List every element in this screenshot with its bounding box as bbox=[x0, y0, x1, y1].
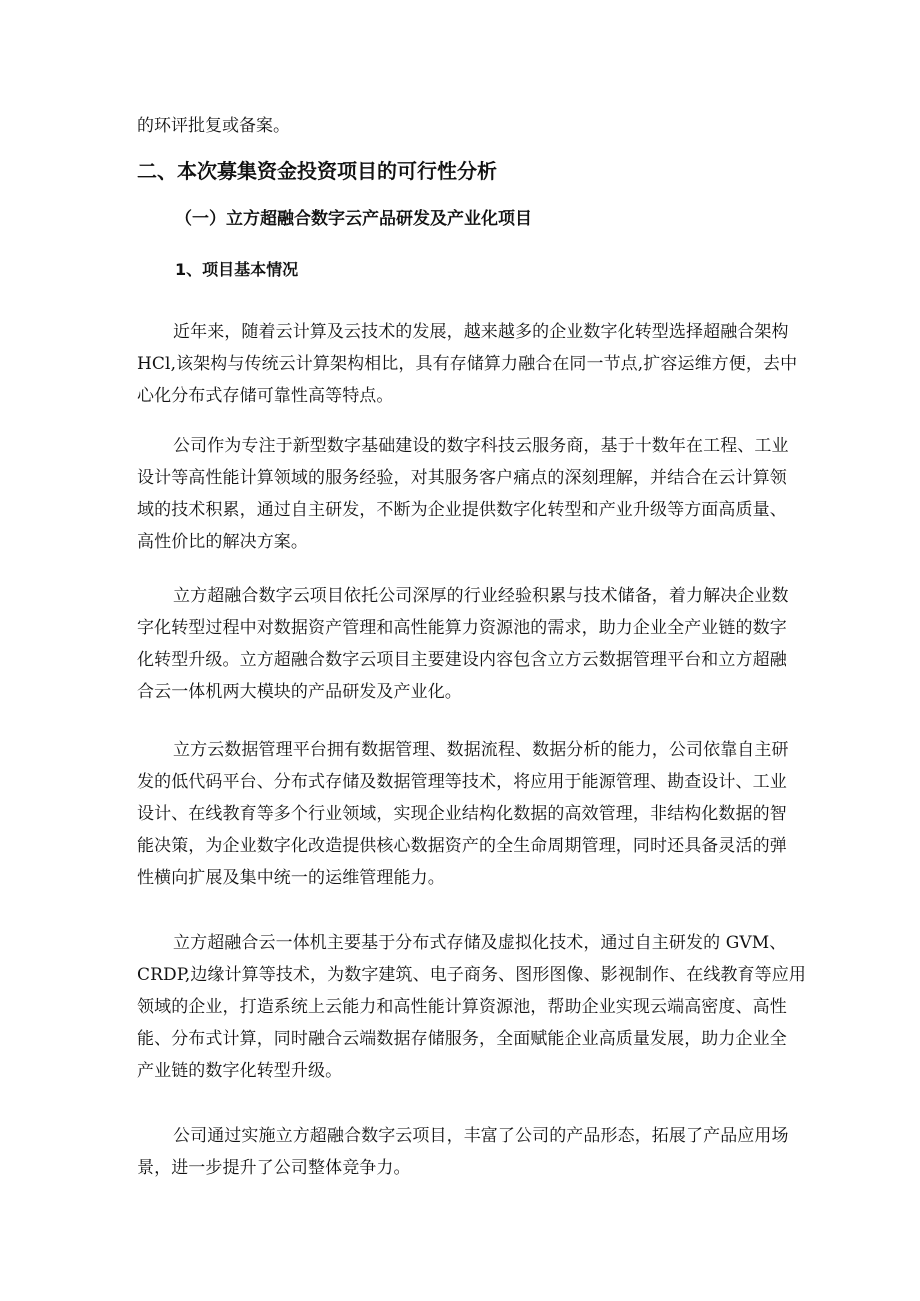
paragraph-5 bbox=[137, 927, 806, 1087]
text-line: 设计等高性能计算领域的服务经验，对其服务客户痛点的深刻理解，并结合在云计算领 bbox=[137, 468, 787, 488]
text-line: 领域的企业，打造系统上云能力和高性能计算资源池，帮助企业实现云端高密度、高性 bbox=[137, 997, 787, 1017]
text-line: 能决策，为企业数字化改造提供核心数据资产的全生命周期管理，同时还具备灵活的弹 bbox=[137, 836, 787, 856]
subsection-heading: （一）立方超融合数字云产品研发及产业化项目 bbox=[175, 209, 532, 229]
text-line: 域的技术积累，通过自主研发，不断为企业提供数字化转型和产业升级等方面高质量、 bbox=[137, 500, 787, 520]
text-line: 立方云数据管理平台拥有数据管理、数据流程、数据分析的能力，公司依靠自主研 bbox=[173, 740, 789, 760]
text-line: 发的低代码平台、分布式存储及数据管理等技术，将应用于能源管理、勘查设计、工业 bbox=[137, 772, 787, 792]
text-line: 立方超融合云一体机主要基于分布式存储及虚拟化技术，通过自主研发的 GVM、 bbox=[173, 933, 787, 953]
paragraph-3 bbox=[137, 580, 787, 708]
sub-subsection-heading: 1、项目基本情况 bbox=[175, 260, 299, 279]
text-line: 景，进一步提升了公司整体竞争力。 bbox=[137, 1158, 411, 1178]
paragraph-6 bbox=[137, 1120, 787, 1184]
paragraph-2 bbox=[137, 430, 787, 558]
text-line: 立方超融合数字云项目依托公司深厚的行业经验积累与技术储备，着力解决企业数 bbox=[173, 586, 789, 606]
section-heading: 二、本次募集资金投资项目的可行性分析 bbox=[137, 159, 497, 183]
text-line: 近年来，随着云计算及云技术的发展，越来越多的企业数字化转型选择超融合架构 bbox=[173, 322, 789, 342]
text-line: HCl,该架构与传统云计算架构相比，具有存储算力融合在同一节点,扩容运维方便，去中 bbox=[137, 354, 798, 374]
text-line: 高性价比的解决方案。 bbox=[137, 532, 308, 552]
text-line: 公司通过实施立方超融合数字云项目，丰富了公司的产品形态，拓展了产品应用场 bbox=[173, 1126, 789, 1146]
text-line: 心化分布式存储可靠性高等特点。 bbox=[137, 386, 394, 406]
text-line: 性横向扩展及集中统一的运维管理能力。 bbox=[137, 868, 445, 888]
text-line: 字化转型过程中对数据资产管理和高性能算力资源池的需求，助力企业全产业链的数字 bbox=[137, 618, 787, 638]
text-line: CRDP,边缘计算等技术，为数字建筑、电子商务、图形图像、影视制作、在线教育等应用 bbox=[137, 965, 806, 985]
text-line: 能、分布式计算，同时融合云端数据存储服务，全面赋能企业高质量发展，助力企业全 bbox=[137, 1029, 787, 1049]
text-line: 产业链的数字化转型升级。 bbox=[137, 1061, 343, 1081]
paragraph-1 bbox=[137, 316, 798, 412]
paragraph-4 bbox=[137, 734, 787, 894]
text-line: 化转型升级。立方超融合数字云项目主要建设内容包含立方云数据管理平台和立方超融 bbox=[137, 650, 787, 670]
text-line: 公司作为专注于新型数字基础建设的数字科技云服务商，基于十数年在工程、工业 bbox=[173, 436, 789, 456]
intro-line: 的环评批复或备案。 bbox=[137, 116, 290, 136]
text-line: 合云一体机两大模块的产品研发及产业化。 bbox=[137, 682, 462, 702]
text-line: 设计、在线教育等多个行业领域，实现企业结构化数据的高效管理，非结构化数据的智 bbox=[137, 804, 787, 824]
